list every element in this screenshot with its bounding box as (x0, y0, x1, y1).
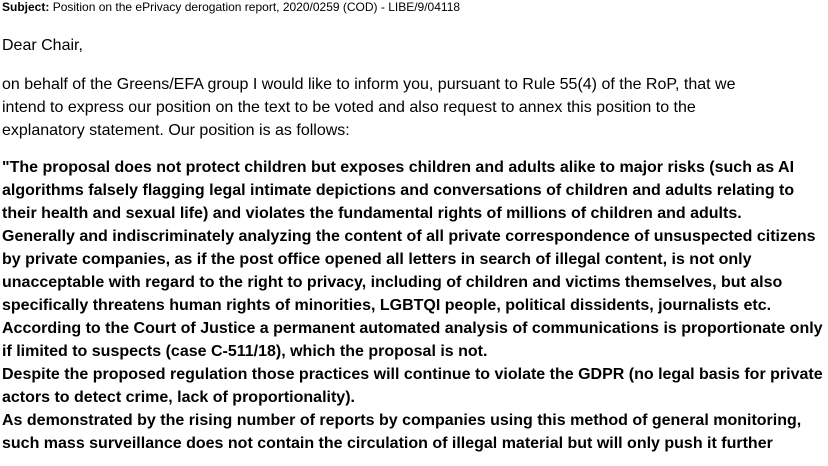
position-line: their health and sexual life) and violates the fundamental rights of millions of children and adults. (2, 205, 742, 222)
intro-line: explanatory statement. Our position is as follows: (2, 122, 350, 139)
position-line: unacceptable with regard to the right to privacy, including of children and victims themselves, but also (2, 274, 783, 291)
position-line: such mass surveillance does not contain the circulation of illegal material but will only push it further (2, 435, 773, 452)
position-line: specifically threatens human rights of minorities, LGBTQI people, political dissidents, journalists etc. (2, 297, 772, 314)
position-line: Despite the proposed regulation those practices will continue to violate the GDPR (no legal basis for private (2, 366, 823, 383)
position-line: if limited to suspects (case C-511/18), which the proposal is not. (2, 343, 488, 360)
position-statement (2, 156, 828, 455)
intro-line: intend to express our position on the text to be voted and also request to annex this position to the (2, 99, 696, 116)
intro-paragraph (2, 73, 828, 142)
email-body (2, 0, 828, 455)
position-line: algorithms falsely flagging legal intimate depictions and conversations of children and adults relating to (2, 182, 795, 199)
position-line: Generally and indiscriminately analyzing the content of all private correspondence of unsuspected citizens (2, 228, 816, 245)
intro-line: on behalf of the Greens/EFA group I would like to inform you, pursuant to Rule 55(4) of the RoP, that we (2, 76, 736, 93)
position-line: "The proposal does not protect children but exposes children and adults alike to major risks (such as AI (2, 159, 795, 176)
position-line: by private companies, as if the post office opened all letters in search of illegal content, is not only (2, 251, 752, 268)
position-line: According to the Court of Justice a permanent automated analysis of communications is proportionate only (2, 320, 823, 337)
position-line: actors to detect crime, lack of proportionality). (2, 389, 355, 406)
subject-text: Position on the ePrivacy derogation report, 2020/0259 (COD) - LIBE/9/04118 (52, 0, 461, 14)
subject-label: Subject: (2, 0, 50, 14)
salutation: Dear Chair, (2, 37, 83, 54)
position-line: As demonstrated by the rising number of reports by companies using this method of general monitoring, (2, 412, 802, 429)
subject-line (2, 0, 828, 14)
